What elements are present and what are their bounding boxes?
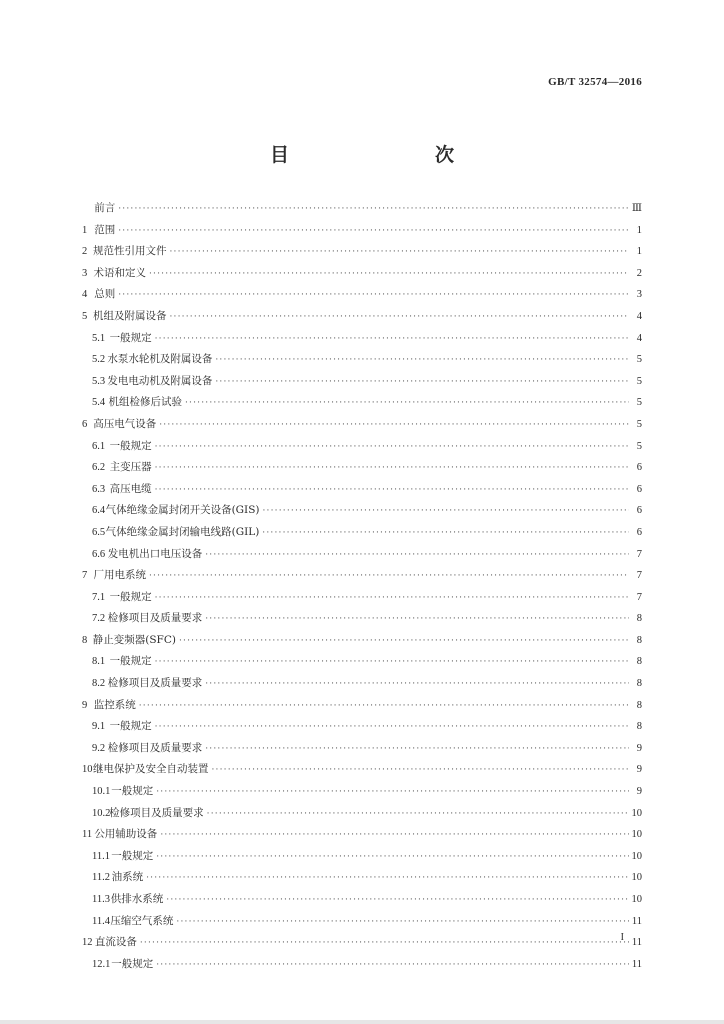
- toc-entry[interactable]: [82, 198, 642, 218]
- toc-entry-page: 2: [636, 267, 642, 279]
- toc-dot-leader: [156, 847, 628, 866]
- toc-entry[interactable]: [82, 587, 642, 607]
- toc-entry-page: 7: [636, 548, 642, 560]
- toc-entry-label: 高压电缆: [109, 482, 152, 495]
- toc-entry-label: 油系统: [111, 871, 144, 884]
- toc-entry-label: 一般规定: [109, 590, 152, 603]
- toc-dot-leader: [205, 674, 629, 693]
- toc-dot-leader: [118, 221, 629, 240]
- toc-entry-label: 一般规定: [111, 785, 154, 798]
- toc-entry-number: 5.3: [92, 375, 106, 387]
- toc-entry-number: 11.1: [92, 850, 110, 862]
- toc-dot-leader: [155, 588, 629, 607]
- toc-entry-number: 10.2: [92, 807, 111, 819]
- toc-entry-page: 7: [636, 591, 642, 603]
- toc-entry-number: 10: [82, 764, 93, 776]
- toc-entry-label: 水泵水轮机及附属设备: [107, 353, 213, 366]
- toc-dot-leader: [205, 739, 629, 758]
- toc-entry-label: 检修项目及质量要求: [109, 806, 204, 819]
- toc-dot-leader: [179, 631, 629, 650]
- toc-dot-leader: [155, 717, 629, 736]
- toc-entry-label: 前言: [94, 202, 116, 214]
- toc-dot-leader: [159, 415, 629, 434]
- toc-entry-page: 9: [636, 786, 642, 798]
- toc-entry-page: 6: [636, 462, 642, 474]
- toc-entry-page: 8: [636, 678, 642, 690]
- toc-entry-page: 9: [636, 764, 642, 776]
- toc-dot-leader: [169, 242, 629, 261]
- toc-entry-label: 发电电动机及附属设备: [107, 374, 213, 387]
- toc-entry-number: 5.2: [92, 354, 106, 366]
- toc-entry-number: 5.1: [92, 332, 106, 344]
- toc-entry-page: 5: [636, 418, 642, 430]
- toc-entry[interactable]: [82, 284, 642, 304]
- toc-entry-page: 11: [631, 958, 642, 970]
- toc-entry-page: 6: [636, 505, 642, 517]
- toc-entry-label: 直流设备: [94, 936, 137, 949]
- toc-dot-leader: [118, 285, 629, 304]
- toc-entry-label: 术语和定义: [93, 266, 146, 279]
- toc-entry[interactable]: [82, 673, 642, 693]
- toc-entry-label: 供排水系统: [110, 893, 164, 905]
- toc-entry[interactable]: [82, 759, 642, 779]
- toc-dot-leader: [149, 566, 629, 585]
- toc-entry-label: 主变压器: [109, 461, 152, 474]
- toc-entry[interactable]: [82, 932, 642, 952]
- toc-entry-label: 检修项目及质量要求: [107, 677, 203, 690]
- toc-entry-number: 8.2: [92, 678, 106, 690]
- toc-entry-number: 6: [82, 418, 88, 430]
- toc-dot-leader: [263, 501, 630, 520]
- toc-entry-page: 8: [636, 656, 642, 668]
- toc-entry-page: 5: [636, 397, 642, 409]
- toc-entry[interactable]: [82, 263, 642, 283]
- toc-entry-label: 一般规定: [109, 331, 152, 344]
- toc-dot-leader: [176, 912, 628, 931]
- toc-entry-number: 8.1: [92, 656, 106, 668]
- toc-dot-leader: [156, 955, 629, 974]
- toc-entry[interactable]: [82, 608, 642, 628]
- toc-entry-number: 11.2: [92, 872, 110, 884]
- toc-entry[interactable]: [82, 781, 642, 801]
- toc-entry-number: 6.4: [92, 505, 106, 517]
- toc-entry-page: 6: [636, 483, 642, 495]
- toc-entry-page: 1: [636, 224, 642, 236]
- toc-entry-number: 9.2: [92, 742, 106, 754]
- toc-entry-page: 5: [636, 375, 642, 387]
- toc-entry[interactable]: [82, 241, 642, 261]
- toc-dot-leader: [215, 372, 629, 391]
- toc-dot-leader: [205, 609, 629, 628]
- bottom-edge: [0, 1020, 724, 1024]
- toc-dot-leader: [185, 393, 629, 412]
- toc-entry-label: 机组及附属设备: [92, 309, 167, 322]
- toc-entry-label: 高压电气设备: [93, 417, 157, 430]
- page-number: I: [620, 932, 624, 943]
- toc-entry-label: 一般规定: [109, 720, 152, 733]
- toc-dot-leader: [211, 760, 629, 779]
- toc-entry[interactable]: [82, 522, 642, 542]
- toc-entry-page: 11: [631, 937, 642, 949]
- toc-entry-label: 范围: [94, 223, 116, 236]
- toc-entry-label: 一般规定: [111, 849, 154, 862]
- toc-entry-number: 7: [82, 570, 88, 582]
- toc-dot-leader: [156, 782, 629, 801]
- toc-entry-number: 7.2: [92, 613, 106, 625]
- toc-entry-number: 6.2: [92, 462, 106, 474]
- toc-dot-leader: [205, 545, 629, 564]
- toc-entry-label: 公用辅助设备: [94, 828, 158, 841]
- toc-dot-leader: [207, 804, 629, 823]
- toc-entry-number: 7.1: [92, 591, 106, 603]
- toc-entry-label: 静止变频器(SFC): [92, 633, 176, 646]
- toc-entry[interactable]: [82, 306, 642, 326]
- toc-entry-number: 9.1: [92, 721, 106, 733]
- toc-entry-page: 4: [636, 332, 642, 344]
- toc-entry-number: 10.1: [92, 786, 111, 798]
- toc-dot-leader: [149, 264, 629, 283]
- toc-entry-number: 4: [82, 289, 88, 301]
- toc-entry[interactable]: [82, 738, 642, 758]
- toc-entry[interactable]: [82, 630, 642, 650]
- toc-entry-page: 9: [636, 742, 642, 754]
- toc-entry[interactable]: [82, 824, 642, 844]
- toc-entry-number: 5.4: [92, 397, 106, 409]
- toc-entry[interactable]: [82, 349, 642, 369]
- toc-entry-page: 10: [631, 872, 642, 884]
- table-of-contents: [82, 198, 642, 974]
- toc-entry-label: 气体绝缘金属封闭开关设备(GIS): [105, 504, 260, 517]
- toc-entry-number: 2: [82, 246, 88, 258]
- toc-entry[interactable]: [82, 803, 642, 823]
- toc-entry-page: Ⅲ: [631, 203, 642, 214]
- toc-entry-page: 11: [631, 915, 642, 927]
- toc-entry[interactable]: [82, 479, 642, 499]
- toc-entry[interactable]: [82, 651, 642, 671]
- toc-dot-leader: [140, 933, 629, 952]
- toc-dot-leader: [146, 868, 628, 887]
- toc-entry-page: 3: [636, 289, 642, 301]
- page-title: 目 次: [269, 144, 490, 166]
- toc-entry-label: 发电机出口电压设备: [107, 547, 203, 560]
- toc-entry-page: 5: [636, 354, 642, 366]
- toc-dot-leader: [155, 480, 629, 499]
- toc-dot-leader: [155, 437, 629, 456]
- toc-dot-leader: [262, 523, 629, 542]
- toc-dot-leader: [139, 696, 629, 715]
- toc-entry[interactable]: [82, 500, 642, 520]
- toc-entry-label: 机组检修后试验: [108, 396, 182, 409]
- toc-entry[interactable]: [82, 716, 642, 736]
- toc-entry[interactable]: [82, 371, 642, 391]
- toc-entry-number: 6.5: [92, 526, 106, 538]
- toc-entry-label: 检修项目及质量要求: [107, 612, 203, 625]
- toc-dot-leader: [155, 458, 629, 477]
- toc-entry[interactable]: [82, 911, 642, 931]
- toc-entry-page: 8: [636, 721, 642, 733]
- toc-dot-leader: [166, 890, 628, 909]
- toc-entry-number: 9: [82, 699, 88, 711]
- toc-entry-label: 一般规定: [109, 439, 152, 452]
- toc-entry-number: 6.3: [92, 483, 106, 495]
- toc-dot-leader: [160, 825, 628, 844]
- toc-entry-page: 1: [636, 246, 642, 258]
- toc-entry[interactable]: [82, 954, 642, 974]
- standard-code: GB/T 32574—2016: [548, 76, 642, 88]
- toc-entry-page: 6: [636, 526, 642, 538]
- toc-entry-label: 规范性引用文件: [92, 245, 167, 258]
- toc-entry-number: 12.1: [92, 958, 111, 970]
- toc-entry[interactable]: [82, 565, 642, 585]
- toc-entry-number: 6.6: [92, 548, 106, 560]
- toc-dot-leader: [215, 350, 629, 369]
- toc-entry-label: 一般规定: [111, 957, 154, 970]
- toc-entry-label: 一般规定: [109, 655, 152, 668]
- toc-entry-page: 10: [631, 829, 642, 841]
- toc-entry-number: 11.3: [92, 894, 110, 905]
- toc-dot-leader: [169, 307, 629, 326]
- toc-dot-leader: [118, 199, 629, 218]
- toc-entry-label: 厂用电系统: [93, 569, 146, 582]
- toc-entry-page: 4: [636, 310, 642, 322]
- toc-entry-number: 11: [82, 829, 93, 841]
- toc-entry-number: 6.1: [92, 440, 106, 452]
- toc-entry-number: 3: [82, 267, 88, 279]
- toc-entry[interactable]: [82, 328, 642, 348]
- toc-entry[interactable]: [82, 220, 642, 240]
- toc-entry-label: 压缩空气系统: [110, 914, 174, 927]
- toc-entry-page: 10: [631, 807, 642, 819]
- toc-entry-page: 10: [631, 850, 642, 862]
- toc-dot-leader: [155, 652, 629, 671]
- toc-entry-label: 总则: [94, 288, 116, 301]
- toc-entry-page: 10: [631, 894, 642, 905]
- toc-entry[interactable]: [82, 695, 642, 715]
- toc-entry-number: 11.4: [92, 915, 110, 927]
- toc-entry[interactable]: [82, 457, 642, 477]
- toc-entry[interactable]: [82, 889, 642, 909]
- toc-dot-leader: [155, 329, 629, 348]
- toc-entry-number: 5: [82, 310, 88, 322]
- toc-entry-page: 8: [636, 613, 642, 625]
- toc-entry-page: 8: [636, 699, 642, 711]
- toc-entry-number: 8: [82, 634, 88, 646]
- toc-entry[interactable]: [82, 436, 642, 456]
- toc-entry-page: 7: [636, 570, 642, 582]
- toc-entry-page: 8: [636, 634, 642, 646]
- toc-entry-label: 气体绝缘金属封闭输电线路(GIL): [105, 525, 260, 538]
- toc-entry[interactable]: [82, 544, 642, 564]
- toc-entry[interactable]: [82, 414, 642, 434]
- toc-entry-number: 1: [82, 224, 88, 236]
- toc-entry-label: 监控系统: [93, 698, 136, 711]
- toc-entry-number: 12: [82, 937, 93, 949]
- toc-entry[interactable]: [82, 867, 642, 887]
- toc-entry[interactable]: [82, 392, 642, 412]
- toc-entry-label: 继电保护及安全自动装置: [92, 763, 209, 776]
- toc-entry-label: 检修项目及质量要求: [107, 741, 203, 754]
- toc-entry[interactable]: [82, 846, 642, 866]
- toc-entry-page: 5: [636, 440, 642, 452]
